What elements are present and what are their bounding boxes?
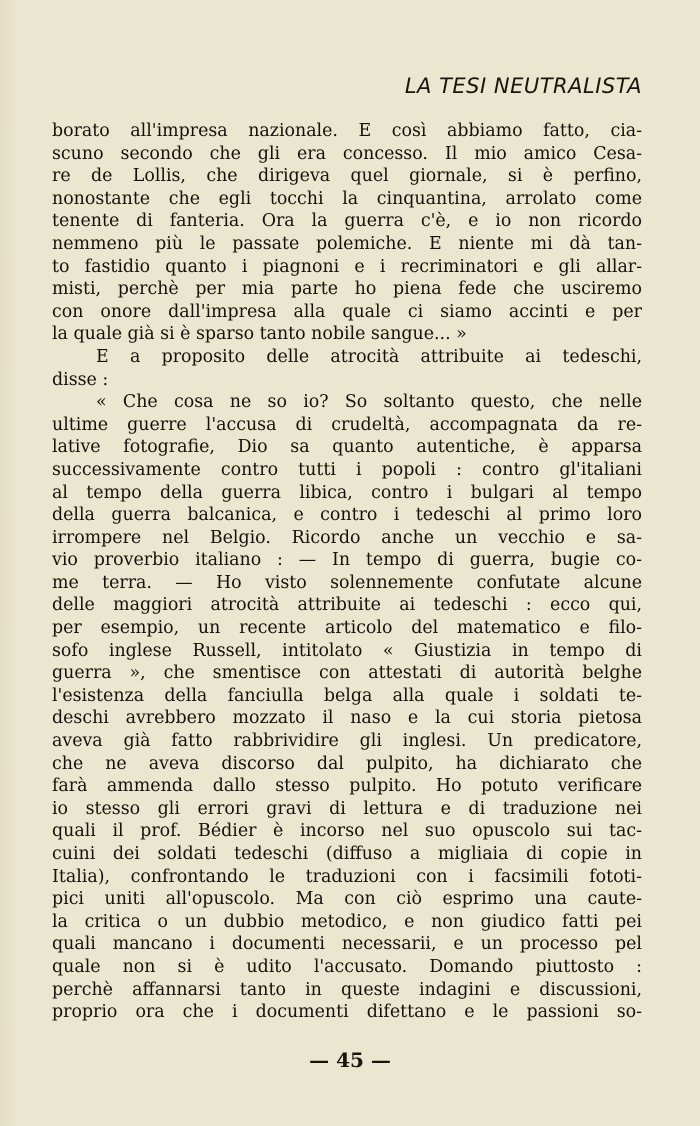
text-line: borato all'impresa nazionale. E così abbiamo fatto, cia-	[52, 121, 642, 141]
text-line: lative fotografie, Dio sa quanto autentiche, è apparsa	[52, 437, 642, 458]
text-line: vio proverbio italiano : — In tempo di guerra, bugie co-	[52, 550, 642, 571]
running-title: LA TESI NEUTRALISTA	[404, 74, 642, 98]
text-line: irrompere nel Belgio. Ricordo anche un vecchio e sa-	[52, 527, 642, 548]
text-line: tenente di fanteria. Ora la guerra c'è, e io non ricordo	[52, 211, 642, 232]
text-line: quale non si è udito l'accusato. Domando piuttosto :	[52, 956, 642, 977]
text-line: ultime guerre l'accusa di crudeltà, accompagnata da re-	[52, 414, 642, 435]
text-line: aveva già fatto rabbrividire gli inglesi. Un predicatore,	[52, 731, 642, 752]
page-edge	[0, 0, 20, 1126]
text-line: « Che cosa ne so io? So soltanto questo, che nelle	[96, 392, 642, 413]
text-line: re de Lollis, che dirigeva quel giornale, si è perfino,	[52, 166, 642, 187]
text-line: la critica o un dubbio metodico, e non giudico fatti pei	[52, 911, 642, 932]
text-line: to fastidio quanto i piagnoni e i recriminatori e gli allar-	[52, 256, 642, 277]
text-line: E a proposito delle atrocità attribuite ai tedeschi,	[96, 346, 642, 367]
text-line: farà ammenda dallo stesso pulpito. Ho potuto verificare	[52, 776, 642, 797]
text-line: con onore dall'impresa alla quale ci siamo accinti e per	[52, 301, 642, 322]
text-line: della guerra balcanica, e contro i tedeschi al primo loro	[52, 505, 642, 526]
text-line: scuno secondo che gli era concesso. Il mio amico Cesa-	[52, 143, 642, 164]
text-line: sofo inglese Russell, intitolato « Giustizia in tempo di	[52, 640, 642, 661]
body-text	[52, 120, 642, 1024]
text-line: quali mancano i documenti necessarii, e un processo pel	[52, 934, 642, 955]
text-line: pici uniti all'opuscolo. Ma con ciò esprimo una caute-	[52, 889, 642, 910]
text-line: nemmeno più le passate polemiche. E niente mi dà tan-	[52, 233, 642, 254]
text-line: guerra », che smentisce con attestati di autorità belghe	[52, 663, 642, 684]
text-line: deschi avrebbero mozzato il naso e la cui storia pietosa	[52, 708, 642, 729]
text-line: nonostante che egli tocchi la cinquantina, arrolato come	[52, 188, 642, 209]
text-line: Italia), confrontando le traduzioni con i facsimili fototi-	[52, 866, 642, 887]
text-line: la quale già si è sparso tanto nobile sangue... »	[52, 324, 467, 345]
text-line: per esempio, un recente articolo del matematico e filo-	[52, 618, 642, 639]
text-line: perchè affannarsi tanto in queste indagini e discussioni,	[52, 979, 642, 1000]
text-line: al tempo della guerra libica, contro i bulgari al tempo	[52, 482, 642, 503]
text-line: cuini dei soldati tedeschi (diffuso a migliaia di copie in	[52, 844, 642, 864]
page-number: — 45 —	[309, 1048, 391, 1072]
text-line: me terra. — Ho visto solennemente confutate alcune	[52, 572, 642, 593]
text-line: che ne aveva discorso dal pulpito, ha dichiarato che	[52, 753, 642, 774]
text-line: successivamente contro tutti i popoli : contro gl'italiani	[52, 459, 642, 480]
text-line: misti, perchè per mia parte ho piena fede che usciremo	[52, 279, 642, 300]
text-line: proprio ora che i documenti difettano e le passioni so-	[52, 1002, 642, 1023]
text-line: disse :	[52, 369, 109, 390]
text-line: quali il prof. Bédier è incorso nel suo opuscolo sui tac-	[52, 821, 642, 842]
text-line: io stesso gli errori gravi di lettura e di traduzione nei	[52, 798, 642, 819]
text-line: l'esistenza della fanciulla belga alla quale i soldati te-	[52, 685, 642, 706]
text-line: delle maggiori atrocità attribuite ai tedeschi : ecco qui,	[52, 595, 642, 616]
